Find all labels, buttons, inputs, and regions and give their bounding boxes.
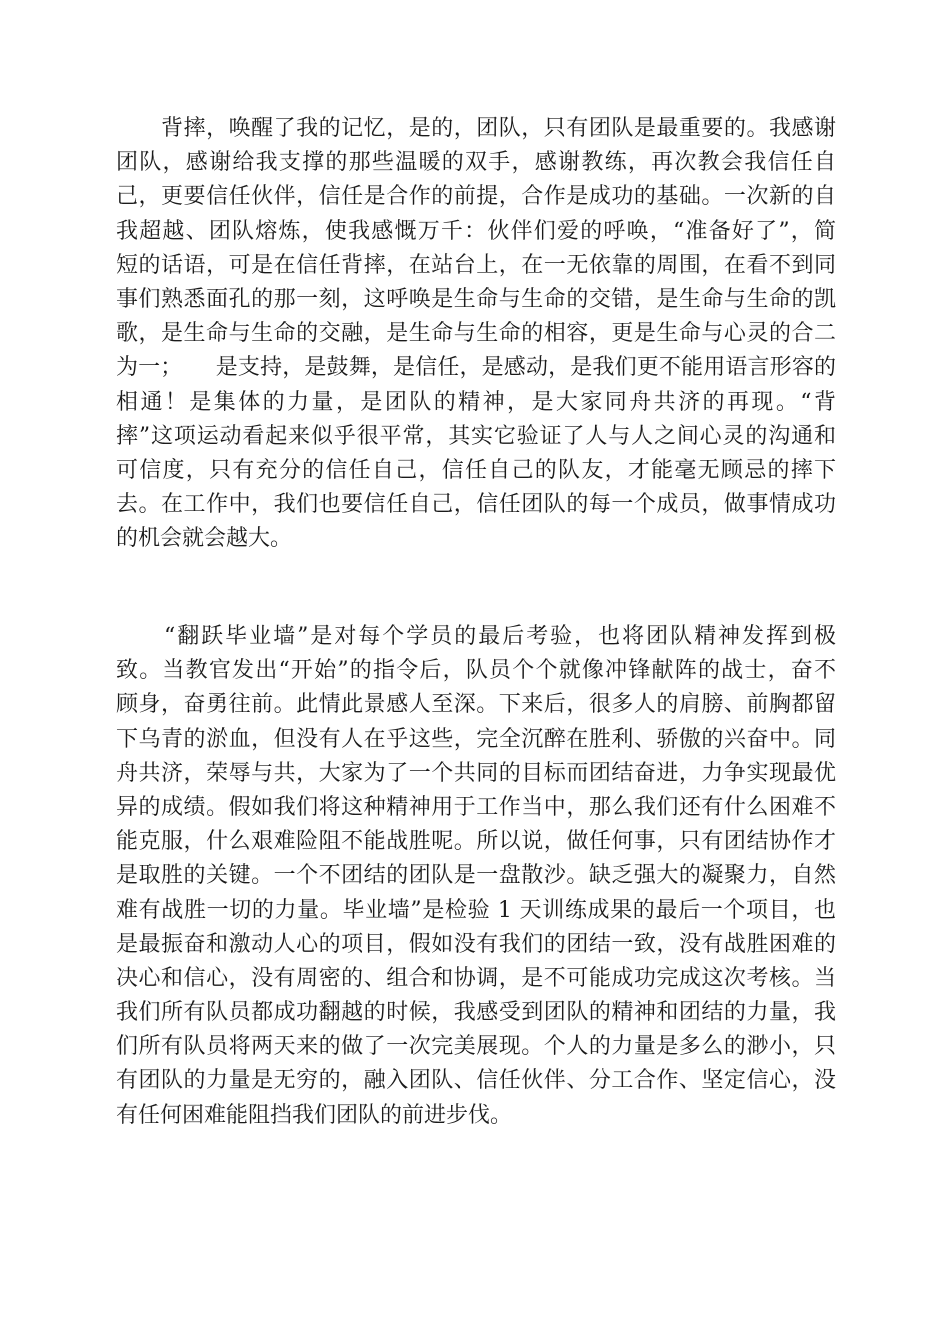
text-line: 的机会就会越大。 (116, 526, 293, 552)
text-line: 背摔，唤醒了我的记忆，是的，团队，只有团队是最重要的。我感谢 (116, 116, 836, 141)
text-line: 有任何困难能阻挡我们团队的前进步伐。 (116, 1102, 513, 1128)
paragraph-graduation-wall (116, 620, 836, 1133)
text-line: 异的成绩。假如我们将这种精神用于工作当中，那么我们还有什么困难不 (116, 794, 836, 820)
text-line: 决心和信心，没有周密的、组合和协调，是不可能成功完成这次考核。当 (116, 965, 836, 991)
text-line: 短的话语，可是在信任背摔，在站台上，在一无依靠的周围，在看不到同 (116, 252, 836, 278)
text-line: 下乌青的淤血，但没有人在乎这些，完全沉醉在胜利、骄傲的兴奋中。同 (116, 726, 836, 752)
text-line: 们所有队员将两天来的做了一次完美展现。个人的力量是多么的渺小，只 (116, 1034, 836, 1060)
paragraph-trust-fall (116, 112, 836, 556)
text-line: 己，更要信任伙伴，信任是合作的前提，合作是成功的基础。一次新的自 (116, 184, 836, 210)
text-line: 为一； 是支持，是鼓舞，是信任，是感动，是我们更不能用语言形容的 (116, 355, 836, 381)
text-line: 歌，是生命与生命的交融，是生命与生命的相容，更是生命与心灵的合二 (116, 321, 836, 347)
text-line: 事们熟悉面孔的那一刻，这呼唤是生命与生命的交错，是生命与生命的凯 (116, 286, 836, 312)
text-line: 相通！是集体的力量，是团队的精神，是大家同舟共济的再现。“背 (116, 389, 836, 415)
text-line: 致。当教官发出“开始”的指令后，队员个个就像冲锋献阵的战士，奋不 (116, 658, 836, 684)
text-line: 我们所有队员都成功翻越的时候，我感受到团队的精神和团结的力量，我 (116, 1000, 836, 1026)
text-line: 有团队的力量是无穷的，融入团队、信任伙伴、分工合作、坚定信心，没 (116, 1068, 836, 1094)
text-line: 摔”这项运动看起来似乎很平常，其实它验证了人与人之间心灵的沟通和 (116, 423, 836, 449)
text-line: 是取胜的关键。一个不团结的团队是一盘散沙。缺乏强大的凝聚力，自然 (116, 863, 836, 889)
text-line: 团队，感谢给我支撑的那些温暖的双手，感谢教练，再次教会我信任自 (116, 150, 836, 176)
text-line: 能克服，什么艰难险阻不能战胜呢。所以说，做任何事，只有团结协作才 (116, 829, 836, 855)
text-line: 舟共济，荣辱与共，大家为了一个共同的目标而团结奋进，力争实现最优 (116, 760, 836, 786)
text-line: “翻跃毕业墙”是对每个学员的最后考验，也将团队精神发挥到极 (116, 624, 836, 649)
text-line: 可信度，只有充分的信任自己，信任自己的队友，才能毫无顾忌的摔下 (116, 457, 836, 483)
text-line: 顾身，奋勇往前。此情此景感人至深。下来后，很多人的肩膀、前胸都留 (116, 692, 836, 718)
text-line: 去。在工作中，我们也要信任自己，信任团队的每一个成员，做事情成功 (116, 492, 836, 518)
text-line: 难有战胜一切的力量。毕业墙”是检验 1 天训练成果的最后一个项目，也 (116, 897, 836, 923)
text-line: 我超越、团队熔炼，使我感慨万千：伙伴们爱的呼唤，“准备好了”，简 (116, 218, 836, 244)
text-line: 是最振奋和激动人心的项目，假如没有我们的团结一致，没有战胜困难的 (116, 931, 836, 957)
